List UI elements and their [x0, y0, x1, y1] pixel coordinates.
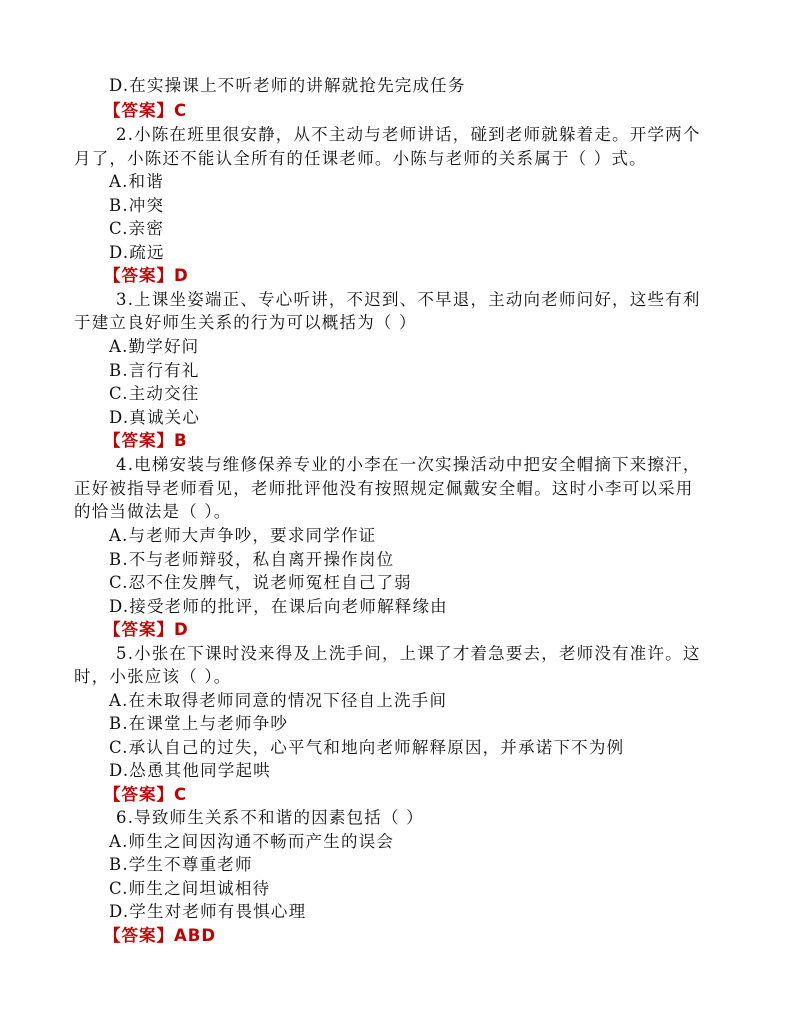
answer-option: B.不与老师辩驳，私自离开操作岗位 — [109, 550, 395, 569]
answer-option: D.学生对老师有畏惧心理 — [109, 902, 307, 921]
question-text-continued: 的恰当做法是（ ）。 — [74, 502, 232, 521]
answer-option: A.与老师大声争吵，要求同学作证 — [109, 526, 377, 545]
answer-option: C.承认自己的过失，心平气和地向老师解释原因，并承诺下不为例 — [109, 738, 625, 757]
question-text: 3.上课坐姿端正、专心听讲，不迟到、不早退，主动向老师问好，这些有利 — [116, 290, 701, 309]
answer-option: A.勤学好问 — [109, 337, 200, 356]
answer-option: D.疏远 — [109, 243, 165, 262]
question-text-continued: 正好被指导老师看见，老师批评他没有按照规定佩戴安全帽。这时小李可以采用 — [74, 479, 694, 498]
question-text-continued: 月了，小陈还不能认全所有的任课老师。小陈与老师的关系属于（ ）式。 — [74, 149, 647, 168]
answer-key: 【答案】D — [104, 620, 189, 639]
answer-key: 【答案】C — [104, 101, 188, 120]
answer-key: 【答案】B — [104, 431, 188, 450]
answer-option: C.亲密 — [109, 219, 165, 238]
answer-key: 【答案】C — [104, 785, 188, 804]
question-text-continued: 于建立良好师生关系的行为可以概括为（ ） — [74, 313, 417, 332]
question-text-continued: 时，小张应该（ ）。 — [74, 667, 232, 686]
answer-option: C.师生之间坦诚相待 — [109, 879, 271, 898]
answer-option: B.冲突 — [109, 196, 165, 215]
question-text: 5.小张在下课时没来得及上洗手间，上课了才着急要去，老师没有准许。这 — [116, 644, 701, 663]
answer-option: C.主动交往 — [109, 384, 200, 403]
answer-option: A.在未取得老师同意的情况下径自上洗手间 — [109, 691, 448, 710]
answer-option: C.忍不住发脾气，说老师冤枉自己了弱 — [109, 573, 412, 592]
answer-option: B.言行有礼 — [109, 361, 200, 380]
answer-option: B.学生不尊重老师 — [109, 855, 253, 874]
answer-key: 【答案】D — [104, 266, 189, 285]
answer-option: A.和谐 — [109, 172, 164, 191]
question-text: 6.导致师生关系不和谐的因素包括（ ） — [116, 808, 424, 827]
answer-option: D.接受老师的批评，在课后向老师解释缘由 — [109, 597, 448, 616]
answer-option: A.师生之间因沟通不畅而产生的误会 — [109, 832, 395, 851]
answer-key: 【答案】ABD — [104, 926, 217, 945]
answer-option: D.怂恿其他同学起哄 — [109, 761, 271, 780]
answer-option: D.真诚关心 — [109, 408, 201, 427]
question-text: 2.小陈在班里很安静，从不主动与老师讲话，碰到老师就躲着走。开学两个 — [116, 125, 701, 144]
question-text: 4.电梯安装与维修保养专业的小李在一次实操活动中把安全帽摘下来擦汗， — [116, 455, 701, 474]
answer-option: D.在实操课上不听老师的讲解就抢先完成任务 — [109, 76, 466, 95]
answer-option: B.在课堂上与老师争吵 — [109, 714, 289, 733]
